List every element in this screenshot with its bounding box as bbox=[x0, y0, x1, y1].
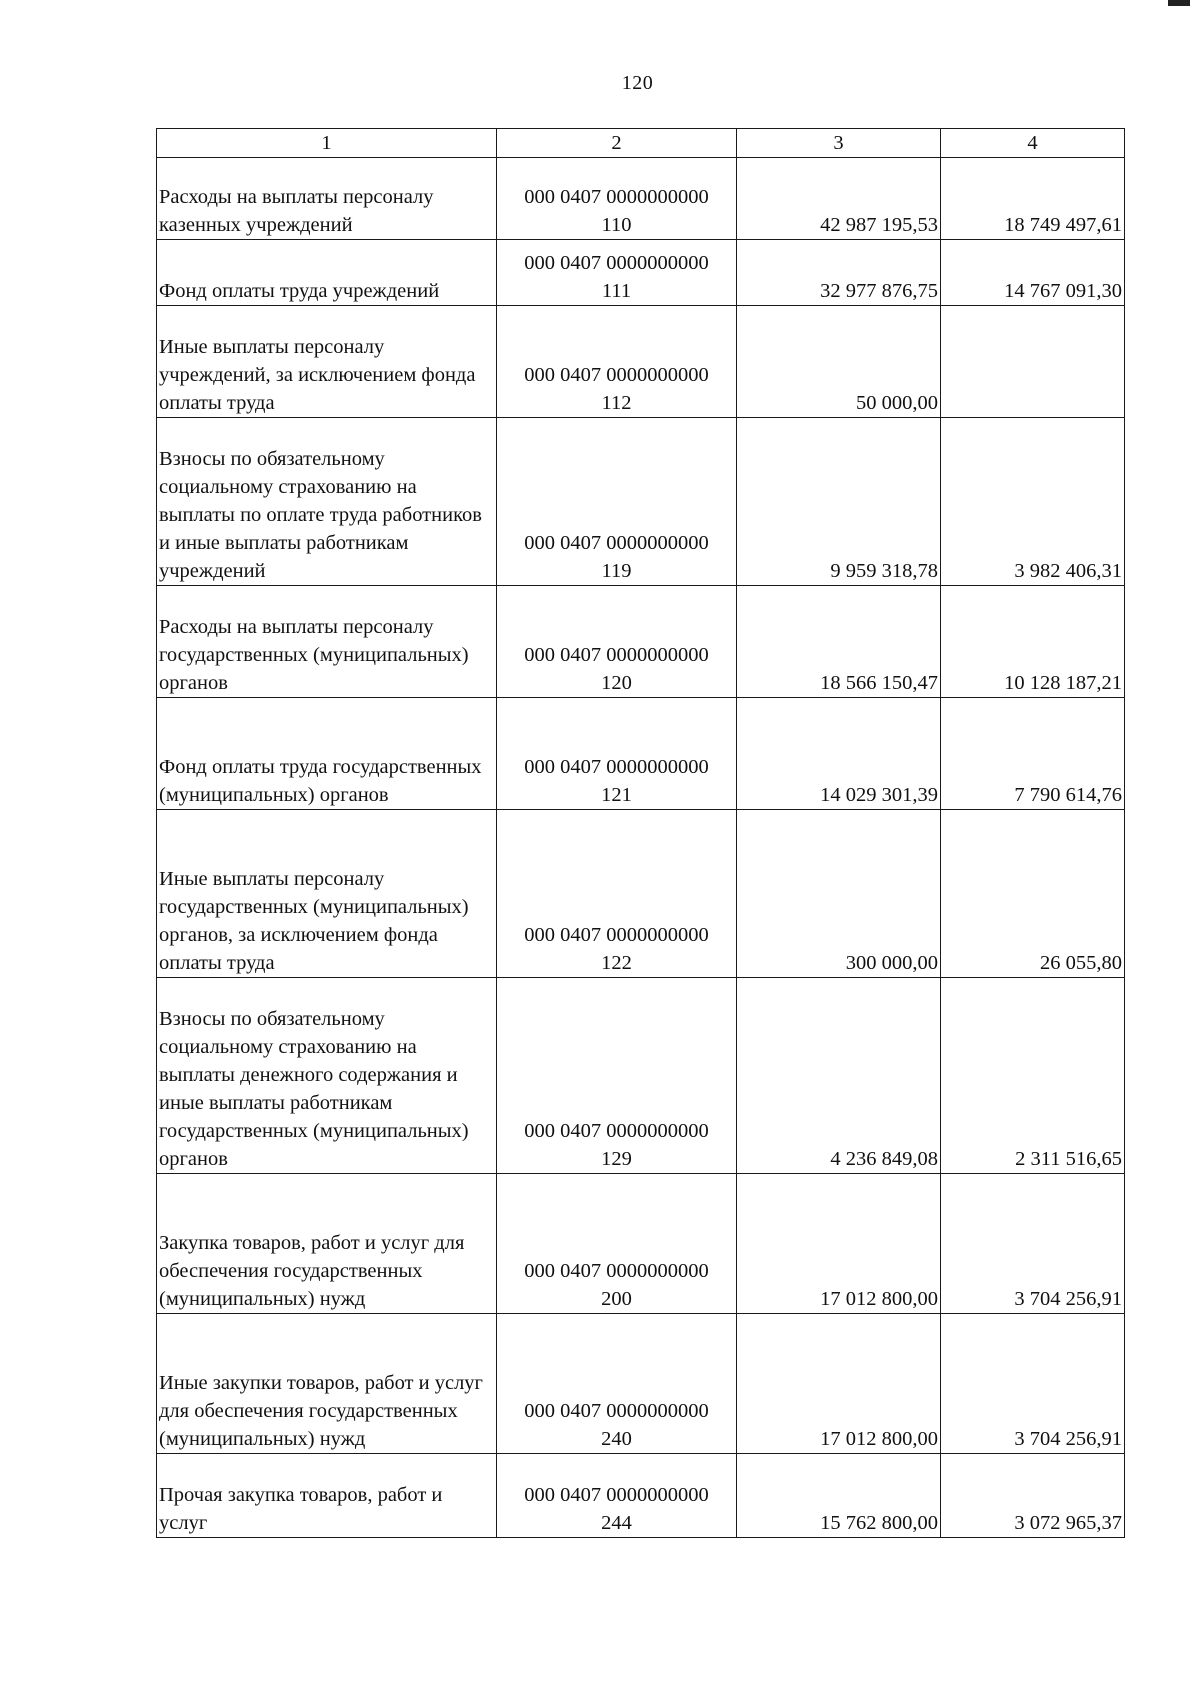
row-name: Прочая закупка товаров, работ и услуг bbox=[157, 1454, 497, 1538]
row-name: Закупка товаров, работ и услуг для обеспечения государственных (муниципальных) нужд bbox=[157, 1174, 497, 1314]
row-col4-value: 10 128 187,21 bbox=[941, 586, 1125, 698]
row-col4-value: 3 072 965,37 bbox=[941, 1454, 1125, 1538]
row-col3-value: 50 000,00 bbox=[737, 306, 941, 418]
row-name: Взносы по обязательному социальному страхованию на выплаты по оплате труда работников и иные выплаты работникам учреждений bbox=[157, 418, 497, 586]
row-name: Расходы на выплаты персоналу казенных учреждений bbox=[157, 158, 497, 240]
row-name: Фонд оплаты труда государственных (муниципальных) органов bbox=[157, 698, 497, 810]
table-row bbox=[157, 978, 1125, 1174]
row-col3-value: 15 762 800,00 bbox=[737, 1454, 941, 1538]
row-name: Иные выплаты персоналу учреждений, за исключением фонда оплаты труда bbox=[157, 306, 497, 418]
row-name: Иные закупки товаров, работ и услуг для обеспечения государственных (муниципальных) нужд bbox=[157, 1314, 497, 1454]
row-code: 000 0407 0000000000 111 bbox=[497, 240, 737, 306]
header-col-4: 4 bbox=[941, 129, 1125, 158]
header-col-2: 2 bbox=[497, 129, 737, 158]
row-col4-value: 26 055,80 bbox=[941, 810, 1125, 978]
row-col3-value: 14 029 301,39 bbox=[737, 698, 941, 810]
row-col3-value: 32 977 876,75 bbox=[737, 240, 941, 306]
header-col-1: 1 bbox=[157, 129, 497, 158]
row-col3-value: 300 000,00 bbox=[737, 810, 941, 978]
row-col3-value: 42 987 195,53 bbox=[737, 158, 941, 240]
row-code: 000 0407 0000000000 122 bbox=[497, 810, 737, 978]
row-code: 000 0407 0000000000 129 bbox=[497, 978, 737, 1174]
table-row bbox=[157, 810, 1125, 978]
header-row bbox=[157, 129, 1125, 158]
row-col3-value: 17 012 800,00 bbox=[737, 1174, 941, 1314]
row-code: 000 0407 0000000000 110 bbox=[497, 158, 737, 240]
table-row bbox=[157, 1454, 1125, 1538]
table-row bbox=[157, 586, 1125, 698]
row-code: 000 0407 0000000000 119 bbox=[497, 418, 737, 586]
table-body bbox=[157, 158, 1125, 1538]
row-code: 000 0407 0000000000 121 bbox=[497, 698, 737, 810]
row-col4-value: 3 704 256,91 bbox=[941, 1174, 1125, 1314]
row-code: 000 0407 0000000000 240 bbox=[497, 1314, 737, 1454]
table-row bbox=[157, 1174, 1125, 1314]
table-row bbox=[157, 240, 1125, 306]
table-header bbox=[157, 129, 1125, 158]
row-col4-value: 3 704 256,91 bbox=[941, 1314, 1125, 1454]
table-row bbox=[157, 158, 1125, 240]
row-name: Расходы на выплаты персоналу государственных (муниципальных) органов bbox=[157, 586, 497, 698]
row-code: 000 0407 0000000000 244 bbox=[497, 1454, 737, 1538]
row-col3-value: 18 566 150,47 bbox=[737, 586, 941, 698]
table-row bbox=[157, 1314, 1125, 1454]
table-row bbox=[157, 698, 1125, 810]
row-col3-value: 17 012 800,00 bbox=[737, 1314, 941, 1454]
row-col4-value: 18 749 497,61 bbox=[941, 158, 1125, 240]
row-col4-value: 3 982 406,31 bbox=[941, 418, 1125, 586]
row-name: Иные выплаты персоналу государственных (муниципальных) органов, за исключением фонда оплаты труда bbox=[157, 810, 497, 978]
row-col4-value: 14 767 091,30 bbox=[941, 240, 1125, 306]
row-col3-value: 4 236 849,08 bbox=[737, 978, 941, 1174]
page-number: 120 bbox=[621, 72, 654, 94]
row-col4-value: 2 311 516,65 bbox=[941, 978, 1125, 1174]
row-name: Взносы по обязательному социальному страхованию на выплаты денежного содержания и иные выплаты работникам государственных (муниципальных) органов bbox=[157, 978, 497, 1174]
table-row bbox=[157, 418, 1125, 586]
table-row bbox=[157, 306, 1125, 418]
row-col4-value bbox=[941, 306, 1125, 418]
row-name: Фонд оплаты труда учреждений bbox=[157, 240, 497, 306]
row-col4-value: 7 790 614,76 bbox=[941, 698, 1125, 810]
header-col-3: 3 bbox=[737, 129, 941, 158]
row-col3-value: 9 959 318,78 bbox=[737, 418, 941, 586]
row-code: 000 0407 0000000000 200 bbox=[497, 1174, 737, 1314]
row-code: 000 0407 0000000000 120 bbox=[497, 586, 737, 698]
scan-corner-mark bbox=[1168, 0, 1190, 6]
budget-table bbox=[156, 128, 1125, 1538]
row-code: 000 0407 0000000000 112 bbox=[497, 306, 737, 418]
